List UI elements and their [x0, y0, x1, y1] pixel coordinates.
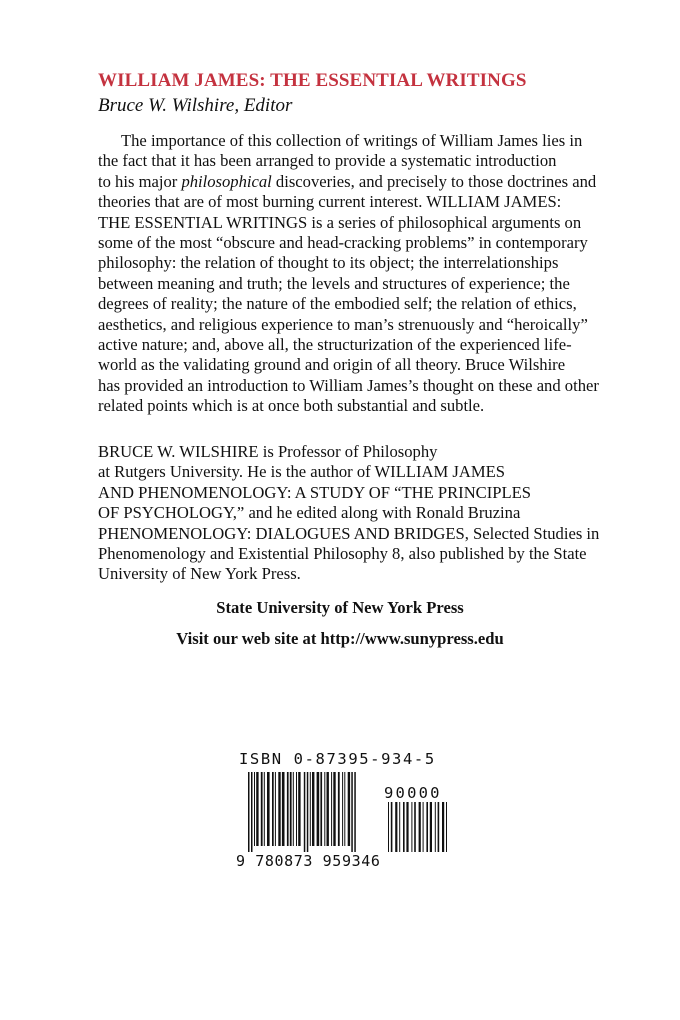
barcode-bar: [298, 772, 300, 846]
barcode-bar: [278, 772, 280, 846]
price-code: 90000: [384, 784, 442, 802]
price-code-bar: [423, 802, 424, 852]
barcode-bar: [254, 772, 255, 846]
description-line: between meaning and truth; the levels and structures of experience; the: [98, 273, 570, 293]
description-line: world as the validating ground and origin of all theory. Bruce Wilshire: [98, 355, 566, 375]
barcode-bar: [282, 772, 285, 846]
price-code-bar: [391, 802, 393, 852]
barcode-bar: [264, 772, 265, 846]
price-code-bar: [388, 802, 389, 852]
barcode-bar: [317, 772, 320, 846]
bio-line: PHENOMENOLOGY: DIALOGUES AND BRIDGES, Selected Studies in: [98, 523, 600, 543]
price-code-bar: [435, 802, 436, 852]
price-code-bar: [438, 802, 440, 852]
barcode-bar: [275, 772, 276, 846]
barcode-bar: [348, 772, 350, 846]
description-line: has provided an introduction to William James’s thought on these and other: [98, 375, 599, 395]
price-code-bar: [395, 802, 397, 852]
price-code-bar: [406, 802, 408, 852]
barcode-bar: [261, 772, 263, 846]
barcode-bar: [312, 772, 314, 846]
price-code-bar: [426, 802, 428, 852]
barcode-bar: [333, 772, 335, 846]
price-code-bar: [419, 802, 421, 852]
description-line: related points which is at once both substantial and subtle.: [98, 396, 485, 416]
barcode-bar: [256, 772, 258, 846]
price-code-bar: [414, 802, 416, 852]
bio-line: University of New York Press.: [98, 564, 301, 584]
description-line: theories that are of most burning current interest. WILLIAM JAMES:: [98, 192, 562, 212]
barcode-bar: [338, 772, 340, 846]
description-line: philosophy: the relation of thought to its object; the interrelationships: [98, 253, 559, 273]
description-line: [98, 172, 599, 192]
barcode-bar: [267, 772, 270, 846]
description-line: degrees of reality; the nature of the embodied self; the relation of ethics,: [98, 294, 577, 314]
price-code-bar: [442, 802, 444, 852]
book-description: [98, 131, 599, 417]
description-line: active nature; and, above all, the structurization of the experienced life-: [98, 335, 572, 355]
barcode-bar: [296, 772, 297, 846]
book-title: WILLIAM JAMES: THE ESSENTIAL WRITINGS: [98, 70, 527, 91]
website-line: Visit our web site at http://www.sunypress.edu: [176, 629, 504, 648]
barcode-bar: [251, 772, 253, 852]
bio-line: AND PHENOMENOLOGY: A STUDY OF “THE PRINCIPLES: [98, 482, 531, 502]
book-editor: Bruce W. Wilshire, Editor: [98, 95, 293, 116]
description-line: The importance of this collection of writings of William James lies in: [121, 131, 583, 150]
isbn-label: ISBN 0-87395-934-5: [239, 750, 436, 768]
publisher-name: State University of New York Press: [216, 598, 464, 617]
price-code-bar: [430, 802, 432, 852]
description-text: to his major: [98, 171, 182, 191]
description-emphasis: philosophical: [181, 171, 272, 191]
barcode-bar: [272, 772, 274, 846]
description-line: THE ESSENTIAL WRITINGS is a series of philosophical arguments on: [98, 212, 582, 232]
price-code-bar: [411, 802, 412, 852]
barcode-bar: [248, 772, 250, 852]
barcode-bar: [304, 772, 306, 852]
barcode-bar: [331, 772, 332, 846]
barcode-bar: [351, 772, 353, 852]
price-code-bar: [446, 802, 447, 852]
description-line: some of the most “obscure and head-cracking problems” in contemporary: [98, 233, 588, 253]
barcode-bar: [307, 772, 309, 852]
barcode-bar: [290, 772, 292, 846]
bio-line: BRUCE W. WILSHIRE is Professor of Philosophy: [98, 442, 438, 461]
barcode-bar: [310, 772, 311, 846]
description-text: discoveries, and precisely to those doctrines and: [271, 171, 597, 191]
author-bio: [98, 442, 599, 585]
bio-line: OF PSYCHOLOGY,” and he edited along with Ronald Bruzina: [98, 503, 521, 523]
bio-line: at Rutgers University. He is the author of WILLIAM JAMES: [98, 462, 505, 482]
isbn-barcode: [236, 750, 460, 876]
price-code-bar: [399, 802, 400, 852]
bio-line: Phenomenology and Existential Philosophy 8, also published by the State: [98, 544, 587, 564]
barcode-bar: [320, 772, 322, 846]
barcode-bar: [293, 772, 294, 846]
ean-number: 9 780873 959346: [236, 852, 381, 870]
price-code-bar: [403, 802, 405, 852]
barcode-bar: [287, 772, 289, 846]
barcode-bar: [324, 772, 325, 846]
barcode-bar: [344, 772, 345, 846]
description-line: the fact that it has been arranged to provide a systematic introduction: [98, 151, 557, 171]
barcode-bar: [342, 772, 343, 846]
description-line: aesthetics, and religious experience to man’s strenuously and “heroically”: [98, 314, 588, 334]
barcode-bar: [354, 772, 356, 852]
barcode-bar: [327, 772, 329, 846]
